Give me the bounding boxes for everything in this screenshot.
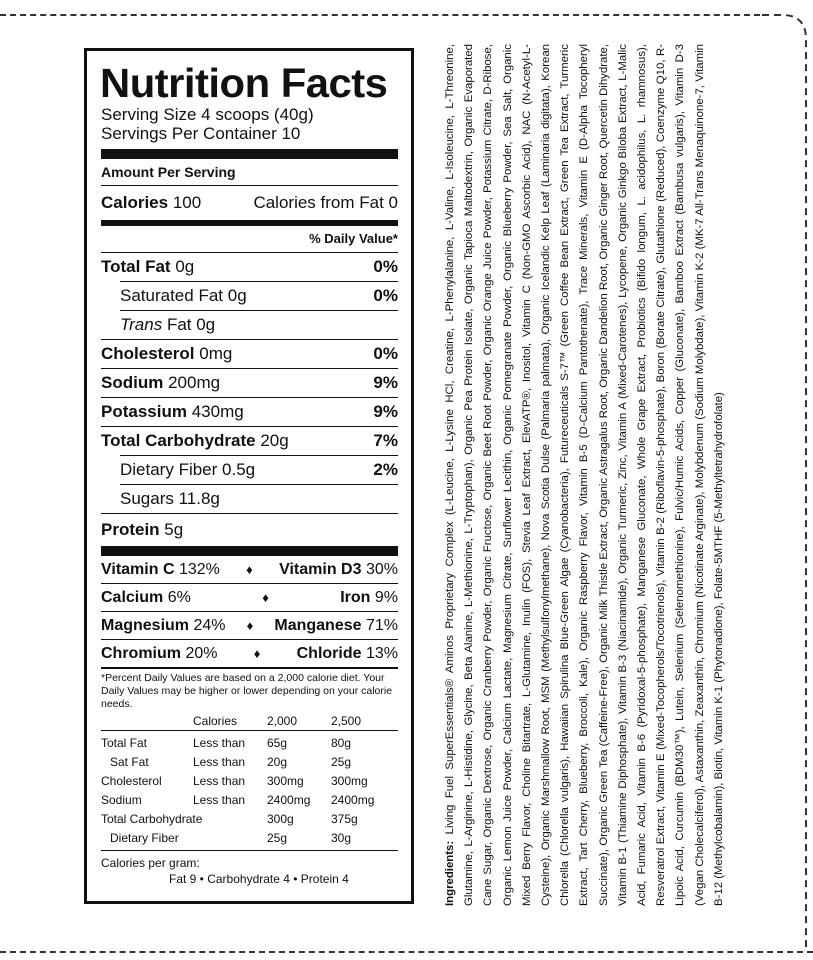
nutrient-amount: 20g — [260, 431, 289, 450]
daily-value-table — [101, 711, 398, 847]
ingredients-label: Ingredients: — [444, 840, 456, 906]
table-row — [101, 809, 398, 828]
vitamin-name: Chromium — [101, 644, 181, 662]
vitamin-name: Vitamin C — [101, 560, 175, 578]
nutrient-amount: 200mg — [168, 373, 221, 392]
table-cell: Less than — [193, 735, 246, 750]
nutrient-amount: 0mg — [199, 344, 233, 363]
table-cell: Calories — [193, 713, 238, 728]
table-row — [101, 752, 398, 771]
table-row — [101, 771, 398, 790]
nutrient-amount: 430mg — [191, 402, 244, 421]
table-row — [101, 790, 398, 809]
calories-row — [101, 186, 398, 220]
dashed-cut-line-top — [0, 14, 760, 16]
table-cell: Less than — [193, 792, 246, 807]
table-cell: 65g — [267, 735, 288, 750]
table-row — [101, 828, 398, 847]
table-cell: 20g — [267, 754, 288, 769]
table-cell: 30g — [331, 830, 352, 845]
table-header-row — [101, 711, 398, 731]
table-cell: 2,500 — [331, 713, 362, 728]
nutrient-row-total-carbohydrate — [101, 427, 398, 455]
vitamin-name: Vitamin D3 — [279, 560, 362, 578]
table-cell: 2400mg — [267, 792, 311, 807]
diamond-bullet-icon: ♦ — [253, 646, 261, 661]
vitamin-row — [101, 612, 398, 639]
table-cell: Less than — [193, 773, 246, 788]
table-cell: 300mg — [267, 773, 304, 788]
table-cell — [101, 711, 193, 731]
vitamin-pct: 132% — [178, 560, 220, 578]
table-cell: 25g — [267, 830, 288, 845]
ingredients-block — [441, 44, 761, 906]
nutrient-row-trans-fat — [101, 311, 398, 339]
diamond-bullet-icon: ♦ — [262, 590, 269, 605]
daily-value-header: % Daily Value* — [309, 231, 398, 246]
nutrient-row-total-fat — [101, 253, 398, 281]
table-cell: Sodium — [101, 792, 142, 807]
vitamin-name: Magnesium — [101, 616, 190, 634]
nutrient-amount: 0g — [227, 286, 247, 305]
calories-label: Calories — [101, 193, 169, 212]
table-cell: 25g — [331, 754, 352, 769]
nutrient-label: Cholesterol — [101, 344, 195, 363]
nutrient-label: Trans — [120, 315, 163, 334]
vitamin-name: Manganese — [274, 616, 362, 634]
vitamin-pct: 6% — [167, 588, 191, 606]
nutrient-amount: 5g — [164, 520, 184, 539]
nutrient-pct: 9% — [373, 402, 398, 421]
vitamin-pct: 9% — [374, 588, 398, 606]
table-cell: 2400mg — [331, 792, 375, 807]
dashed-cut-line-bottom — [0, 951, 813, 953]
table-cell: Total Carbohydrate — [101, 811, 203, 826]
nutrient-row-sugars — [101, 485, 398, 513]
vitamin-pct: 30% — [365, 560, 398, 578]
nutrient-row-dietary-fiber — [101, 456, 398, 484]
ingredients-text-block — [441, 44, 729, 906]
vitamin-pct: 71% — [365, 616, 398, 634]
vitamin-row — [101, 640, 398, 667]
nutrient-pct: 0% — [373, 286, 398, 305]
vitamin-name: Calcium — [101, 588, 164, 606]
table-cell: 2,000 — [267, 713, 298, 728]
vitamin-pct: 20% — [185, 644, 218, 662]
nutrient-amount: 0.5g — [222, 460, 256, 479]
nutrient-row-saturated-fat — [101, 282, 398, 310]
vitamin-row — [101, 556, 398, 583]
nutrient-label: Sugars — [120, 489, 174, 508]
calories-per-gram-label: Calories per gram: — [101, 856, 200, 870]
diamond-bullet-icon: ♦ — [246, 562, 253, 577]
nutrient-row-potassium — [101, 398, 398, 426]
nutrient-pct: 2% — [373, 460, 398, 479]
table-cell: 80g — [331, 735, 352, 750]
nutrient-pct: 0% — [373, 257, 398, 276]
daily-value-footnote: *Percent Daily Values are based on a 2,000 calorie diet. Your Daily Values may be higher or lower depending on your calorie needs. — [101, 672, 393, 710]
calories-per-gram-values: Fat 9 • Carbohydrate 4 • Protein 4 — [169, 872, 349, 886]
dashed-cut-line-right — [762, 14, 810, 949]
table-cell: Sat Fat — [110, 754, 149, 769]
nutrient-label: Potassium — [101, 402, 187, 421]
table-row — [101, 733, 398, 752]
nutrition-facts-panel — [84, 48, 414, 904]
divider-thick — [101, 149, 398, 159]
table-cell: Less than — [193, 754, 246, 769]
table-cell: Cholesterol — [101, 773, 162, 788]
nutrient-label: Dietary Fiber — [120, 460, 218, 479]
diamond-bullet-icon: ♦ — [246, 618, 254, 633]
vitamin-name: Chloride — [296, 644, 362, 662]
amount-per-serving: Amount Per Serving — [101, 164, 236, 180]
vitamin-name: Iron — [340, 588, 371, 606]
serving-size: Serving Size 4 scoops (40g) — [101, 105, 314, 124]
table-cell: Dietary Fiber — [110, 830, 179, 845]
nutrient-pct: 0% — [373, 344, 398, 363]
divider-thick — [101, 546, 398, 556]
nutrient-amount: 11.8g — [178, 489, 220, 508]
nutrient-row-protein — [101, 514, 398, 546]
nutrient-amount: 0g — [175, 257, 195, 276]
vitamin-row — [101, 584, 398, 611]
calories-from-fat: Calories from Fat 0 — [253, 193, 398, 212]
calories-value: 100 — [172, 193, 202, 212]
nutrition-facts-title: Nutrition Facts — [100, 60, 388, 106]
ingredients-list: Living Fuel SuperEssentials® Aminos Proprietary Complex (L-Leucine, L-Lysine HCl, Creatine, L-Phenylalanine, L-Valine, L-Isoleucine, L-Threonine, Glutamine, L-Arginine, L-Histidine, Glycine, Beta Alanine, L-Methionine, L-Tryptophan), Organic Pea Protein Isolate, Organic Tapioca Maltodextrin, Organic Evaporated Cane Sugar, Organic Dextrose, Organic Cranberry Powder, Organic Fructose, Organic Beet Root Powder, Organic Orange Juice Powder, Potassium Citrate, D-Ribose, Organic Lemon Juice Powder, Calcium Lactate, Magnesium Citrate, Sunflower Lecithin, Organic Pomegranate Powder, Organic Blueberry Powder, Sea Salt, Organic Mixed Berry Flavor, Choline Bitartrate, L-Glutamine, Inulin (FOS), Stevia Leaf Extract, ElevATP®, Inositol, Vitamin C (Non-GMO Ascorbic Acid), NAC (N-Acetyl-L-Cysteine), Organic Marshmallow Root, MSM (Methylsulfonylmethane), Nova Scotia Dulse (Palmaria palmata), Organic Icelandic Kelp Leaf (Laminaria digitata), Korean Chlorella (Chlorella vulgaris), Hawaiian Spirulina Blue-Green Algae (Cyanobacteria), Futureceuticals S-7™ (Green Coffee Bean Extract, Green Tea Extract, Turmeric Extract, Tart Cherry, Blueberry, Broccoli, Kale), Organic Raspberry Flavor, Vitamin B-5 (D-Calcium Pantothenate), Trace Minerals, Vitamin E (D-Alpha Tocopheryl Succinate), Organic Green Tea (Caffeine-Free), Organic Milk Thistle Extract, Organic Astragalus Root, Organic Dandelion Root, Organic Ginger Root, Quercetin Dihydrate, Vitamin B-1 (Thiamine Diphosphate), Vitamin B-3 (Niacinamide), Organic Turmeric, Zinc, Vitamin A (Mixed-Carotenes), Lycopene, Organic Ginkgo Biloba Extract, L-Malic Acid, Fumaric Acid, Vitamin B-6 (Pyridoxal-5-phosphate), Manganese Gluconate, Whole Grape Extract, Probiotics (Bifido longum, L. acidophilus, L. rhamnosus), Resveratrol Extract, Vitamin E (Mixed-Tocopherols/Tocotrienols), Vitamin B-2 (Riboflavin-5-phosphate), Boron (Borate Citrate), Glutathione (Reduced), Coenzyme Q10, R-Lipoic Acid, Curcumin (BDM30™), Lutein, Selenium (Selenomethionine), Fulvic/Humic Acids, Copper (Gluconate), Bamboo Extract (Bambusa vulgaris), Vitamin D-3 (Vegan Cholecalciferol), Astaxanthin, Zeaxanthin, Chromium (Nicotinate Arginate), Molybdenum (Sodium Molybdate), Vitamin K-2 (MK-7 All-Trans Menaquinone-7, Vitamin B-12 (Methylcobalamin), Biotin, Vitamin K-1 (Phytonadione), Folate-5MTHF (5-Methyltetrahydrofolate) — [444, 44, 725, 906]
nutrient-label: Total Fat — [101, 257, 171, 276]
nutrient-label: Protein — [101, 520, 160, 539]
nutrient-label: Sodium — [101, 373, 164, 392]
table-cell: 300g — [267, 811, 294, 826]
servings-per-container: Servings Per Container 10 — [101, 124, 301, 143]
nutrient-row-sodium — [101, 369, 398, 397]
nutrient-label: Saturated Fat — [120, 286, 224, 305]
nutrient-pct: 7% — [373, 431, 398, 450]
nutrient-label: Total Carbohydrate — [101, 431, 256, 450]
nutrient-amount: Fat 0g — [166, 315, 216, 334]
nutrient-row-cholesterol — [101, 340, 398, 368]
table-cell: 375g — [331, 811, 358, 826]
table-cell: Total Fat — [101, 735, 148, 750]
nutrient-pct: 9% — [373, 373, 398, 392]
table-cell: 300mg — [331, 773, 368, 788]
vitamin-pct: 24% — [193, 616, 226, 634]
vitamin-pct: 13% — [365, 644, 398, 662]
